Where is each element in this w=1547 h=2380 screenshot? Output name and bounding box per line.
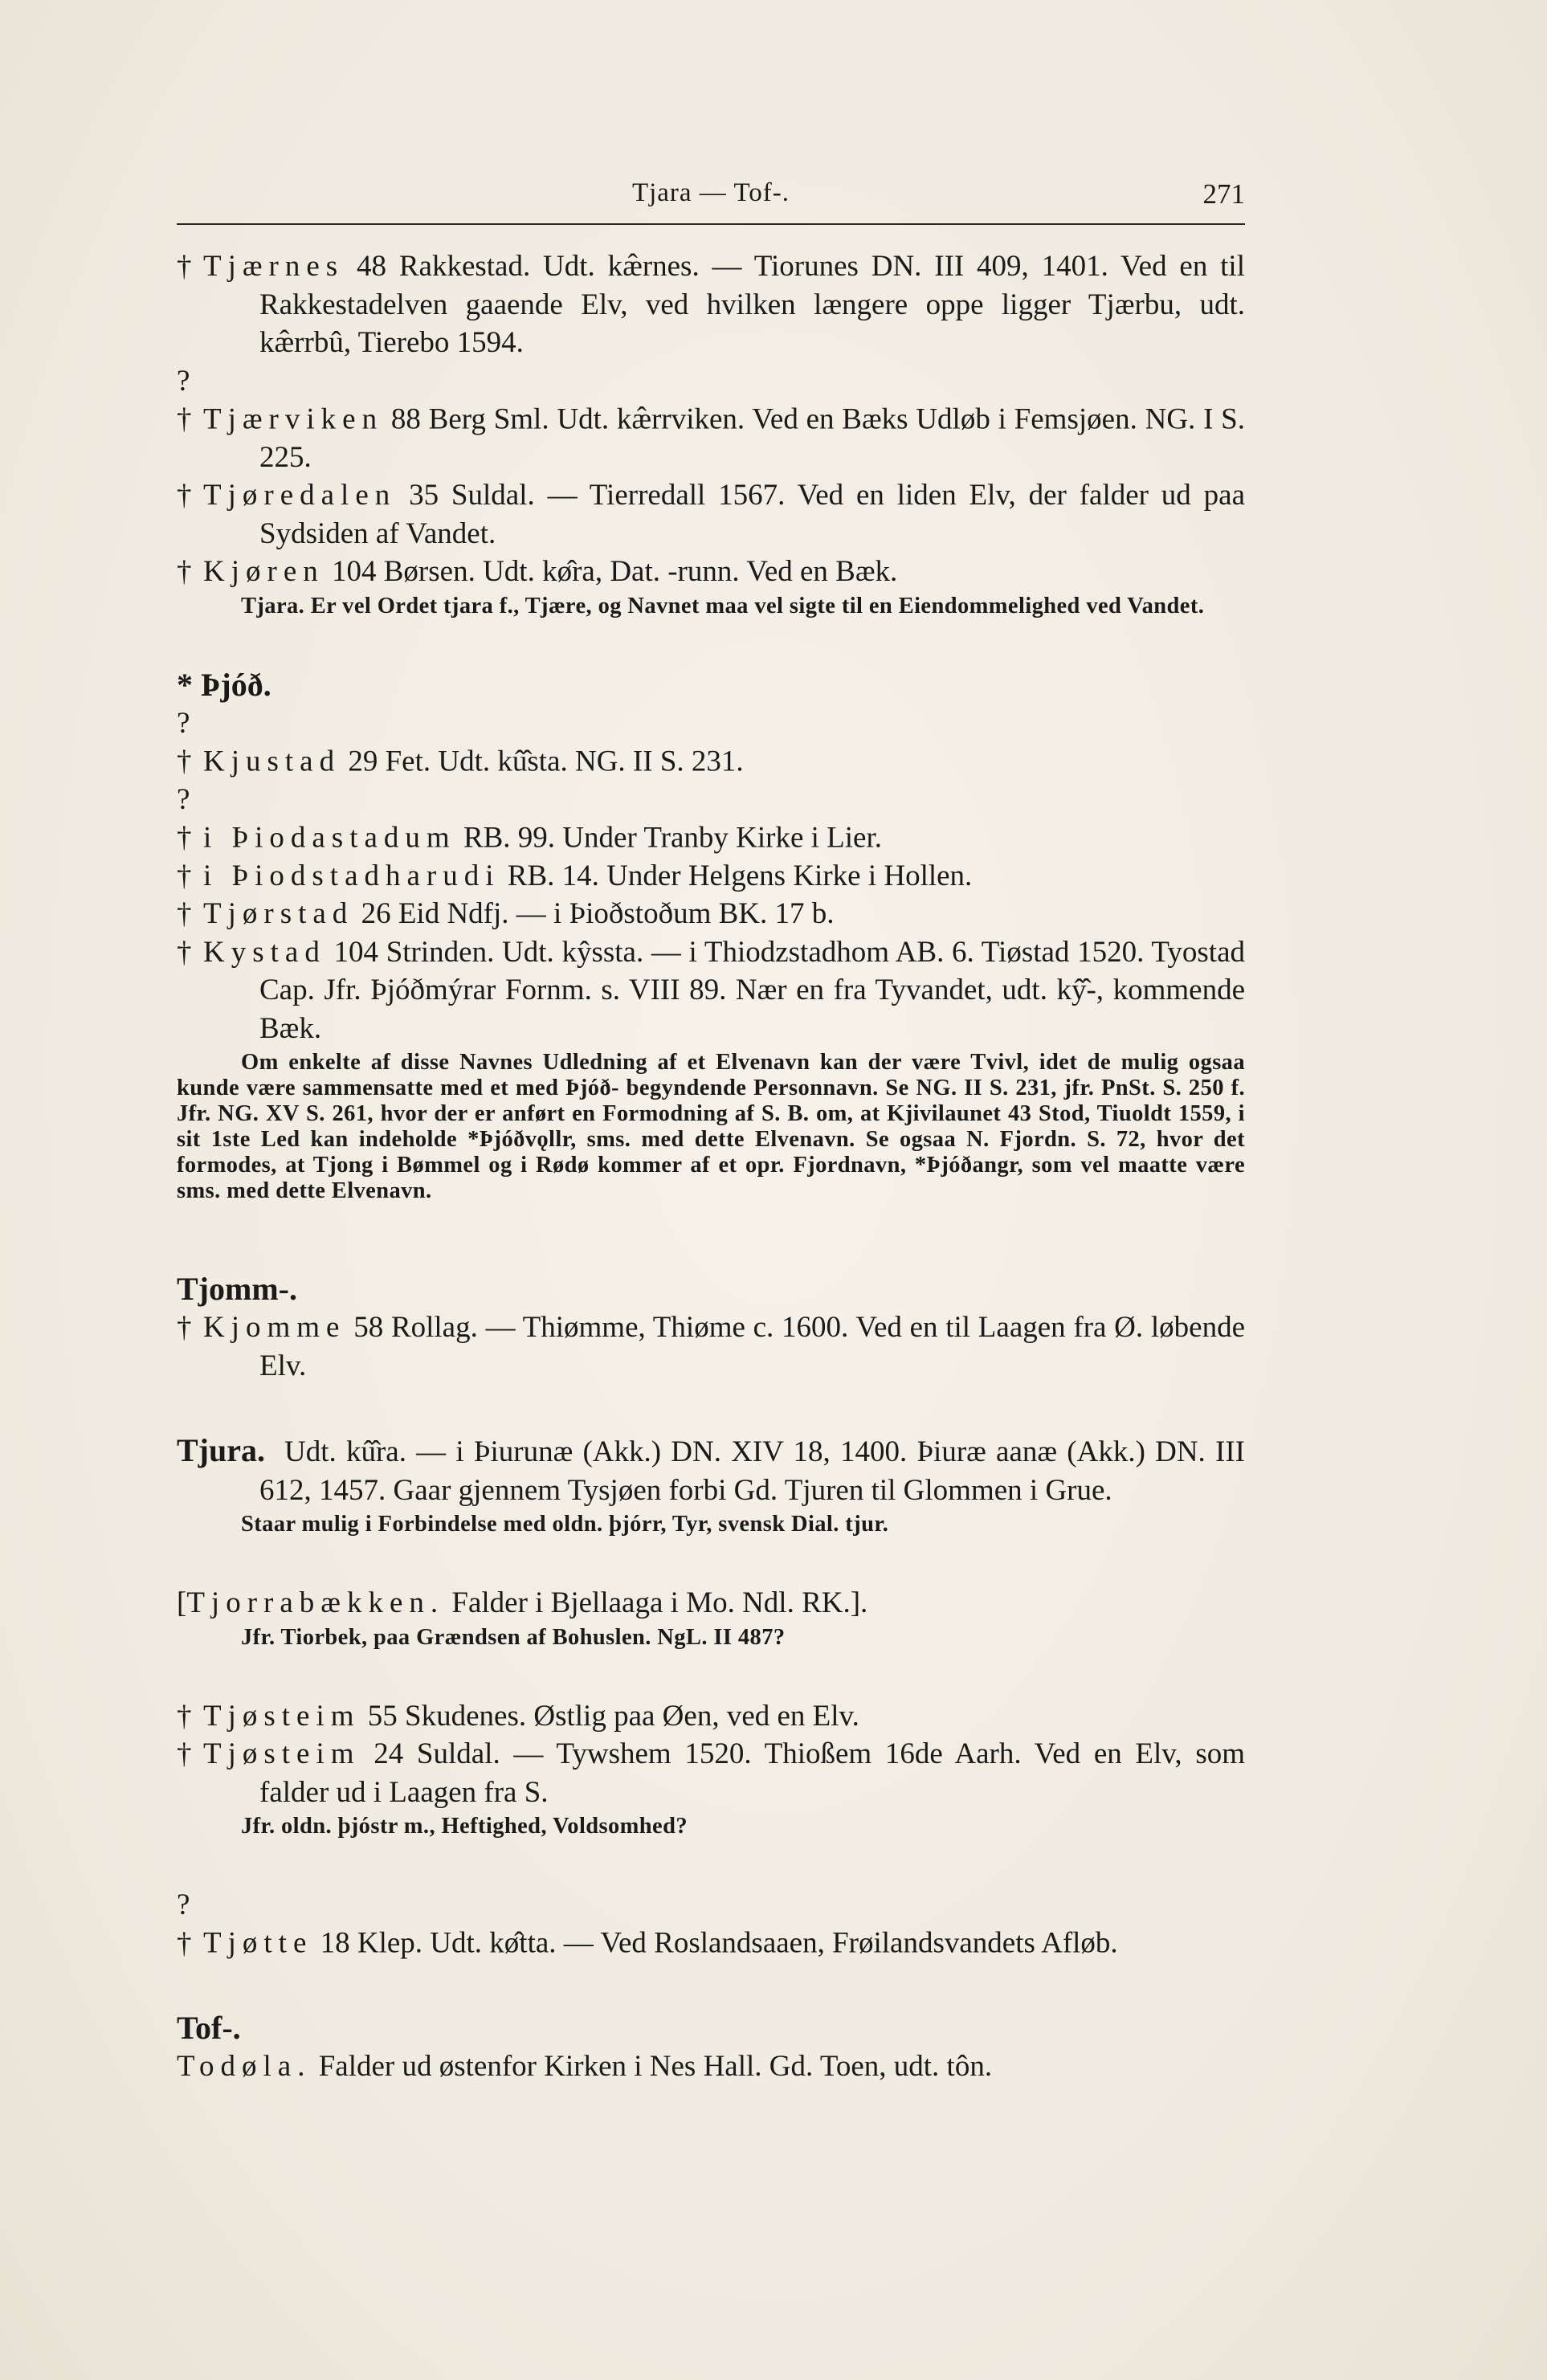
entry-text: 29 Fet. Udt. kû̂sta. NG. II S. 231. [348,745,744,778]
tjosteim-block [177,1697,1245,1840]
entry-tjorstad [177,895,1245,933]
dagger-marker: † [177,1737,192,1770]
page-content [177,247,1245,2086]
dagger-marker: ? † [177,364,192,435]
header-rule [177,223,1245,225]
tjorra-note: Jfr. Tiorbek, paa Grændsen af Bohuslen. NgL. II 487? [241,1624,786,1650]
entry-head: Todøla. [177,2050,312,2083]
dagger-marker: † [177,897,192,930]
bracket-marker: [ [177,1586,187,1619]
entry-text: 48 Rakkestad. Udt. kæ̂rnes. — Tiorunes DN. III 409, 1401. Ved en til Rakkestadelven gaaende Elv, ved hvilken længere oppe ligger Tjærbu, udt. kæ̂rrbû, Tierebo 1594. [259,250,1245,359]
dagger-marker: † [177,859,192,892]
entry-text: Udt. kû̂ra. — i Þiurunæ (Akk.) DN. XIV 18, 1400. Þiuræ aanæ (Akk.) DN. III 612, 1457. Gaar gjennem Tysjøen forbi Gd. Tjuren til Glommen i Grue. [259,1435,1245,1507]
page-number: 271 [1202,178,1245,210]
entry-text: 58 Rollag. — Thiømme, Thiøme c. 1600. Ved en til Laagen fra Ø. løbende Elv. [259,1311,1246,1382]
running-title: Tjara — Tof-. [631,178,790,207]
entry-text: 55 Skudenes. Østlig paa Øen, ved en Elv. [367,1699,859,1733]
entry-text: 35 Suldal. — Tierredall 1567. Ved en liden Elv, der falder ud paa Sydsiden af Vandet. [259,479,1245,550]
entry-text: 26 Eid Ndfj. — i Þioðstoðum BK. 17 b. [361,897,835,930]
dagger-marker: † [177,1699,192,1733]
tjosteim-note: Jfr. oldn. þjóstr m., Heftighed, Voldsomhed? [241,1814,688,1839]
entry-tjaernes [177,247,1245,362]
tof-block [177,2009,1245,2086]
dagger-marker: † [177,555,192,588]
entry-head: Kjomme [203,1311,346,1344]
section-heading-tof: Tof-. [177,2010,241,2046]
entry-head: Kjøren [203,555,325,588]
tjomm-block [177,1270,1245,1385]
entry-text: 18 Klep. Udt. kø̂tta. — Ved Roslandsaaen, Frøilandsvandets Afløb. [320,1926,1118,1960]
tjotte-block [177,1886,1245,1962]
entry-tjaerviken [177,362,1245,477]
entry-text: 104 Strinden. Udt. kŷssta. — i Thiodzstadhom AB. 6. Tiøstad 1520. Tyostad Cap. Jfr. Þjóðmýrar Fornm. s. VIII 89. Nær en fra Tyvandet, udt. kŷ̂-, kommende Bæk. [259,935,1246,1045]
entry-head: i Þiodastadum [203,821,456,854]
entry-text: RB. 14. Under Helgens Kirke i Hollen. [507,859,973,892]
entry-head: Tjøtte [203,1926,313,1960]
entry-tjura [177,1431,1245,1509]
entry-head: i Þiodstadharudi [203,859,500,892]
entry-tjotte [177,1886,1245,1962]
entry-kjustad [177,704,1245,781]
entry-head: Kystad [203,935,326,969]
entry-kjomme [177,1308,1245,1385]
section-heading-pjod: * Þjóð. [177,666,271,703]
entry-text: Falder ud østenfor Kirken i Nes Hall. Gd. Toen, udt. tôn. [318,2050,993,2083]
running-header [177,178,1245,220]
entry-text: Falder i Bjellaaga i Mo. Ndl. RK.]. [451,1586,868,1619]
entry-head: Kjustad [203,745,341,778]
entry-head: Tjørstad [203,897,354,930]
tjura-note: Staar mulig i Forbindelse med oldn. þjórr, Tyr, svensk Dial. tjur. [241,1512,889,1537]
section-heading-tjomm: Tjomm-. [177,1271,297,1307]
entry-tjosteim-skudenes [177,1697,1245,1736]
entry-piodastadum [177,781,1245,857]
entry-head: Tjærnes [203,250,345,283]
entry-head: Tjorrabækken. [186,1586,445,1619]
dagger-marker: † [177,250,192,283]
entry-head: Tjøsteim [203,1699,361,1733]
tjura-block [177,1431,1245,1537]
dagger-marker: ? † [177,782,192,854]
entry-todola [177,2047,1245,2086]
entry-kjoren [177,553,1245,591]
pjod-note: Om enkelte af disse Navnes Udledning af et Elvenavn kan der være Tvivl, idet de mulig ogsaa kunde være sammensatte med et med Þjóð- begyndende Personnavn. Se NG. II S. 231, jfr. PnSt. S. 250 f. Jfr. NG. XV S. 261, hvor der er anført en Formodning af S. B. om, at Kjivilaunet 43 Stod, Tiuoldt 1559, i sit 1ste Led kan indeholde *Þjóðvǫllr, sms. med dette Elvenavn. Se ogsaa N. Fjordn. S. 72, hvor det formodes, at Tjong i Bømmel og i Rødø kommer af et opr. Fjordnavn, *Þjóðangr, som vel maatte være sms. med dette Elvenavn. [177,1050,1245,1203]
pjod-block [177,666,1245,1205]
entry-kystad [177,933,1245,1048]
entry-text: 88 Berg Sml. Udt. kæ̂rrviken. Ved en Bæks Udløb i Femsjøen. NG. I S. 225. [259,402,1245,474]
entry-text: 104 Børsen. Udt. kø̂ra, Dat. -runn. Ved en Bæk. [332,555,898,588]
entry-tjorrabaekken [177,1584,1245,1623]
tjorra-block [177,1584,1245,1651]
entry-text: 24 Suldal. — Tywshem 1520. Thioßem 16de Aarh. Ved en Elv, som falder ud i Laagen fra S. [259,1737,1245,1809]
entry-head: Tjøsteim [203,1737,361,1770]
entry-head: Tjøredalen [203,479,397,512]
dagger-marker: † [177,935,192,969]
tjara-block [177,247,1245,619]
dagger-marker: † [177,1311,192,1344]
entry-text: RB. 99. Under Tranby Kirke i Lier. [463,821,883,854]
dagger-marker: † [177,479,192,512]
entry-tjosteim-suldal [177,1735,1245,1811]
dagger-marker: ? † [177,706,192,778]
entry-tjoredalen [177,476,1245,553]
section-heading-tjura: Tjura. [177,1432,265,1468]
dagger-marker: ? † [177,1888,192,1960]
tjara-note: Tjara. Er vel Ordet tjara f., Tjære, og Navnet maa vel sigte til en Eiendommelighed ved Vandet. [241,593,1205,618]
entry-head: Tjærviken [203,402,384,435]
entry-piodstadharudi [177,857,1245,896]
